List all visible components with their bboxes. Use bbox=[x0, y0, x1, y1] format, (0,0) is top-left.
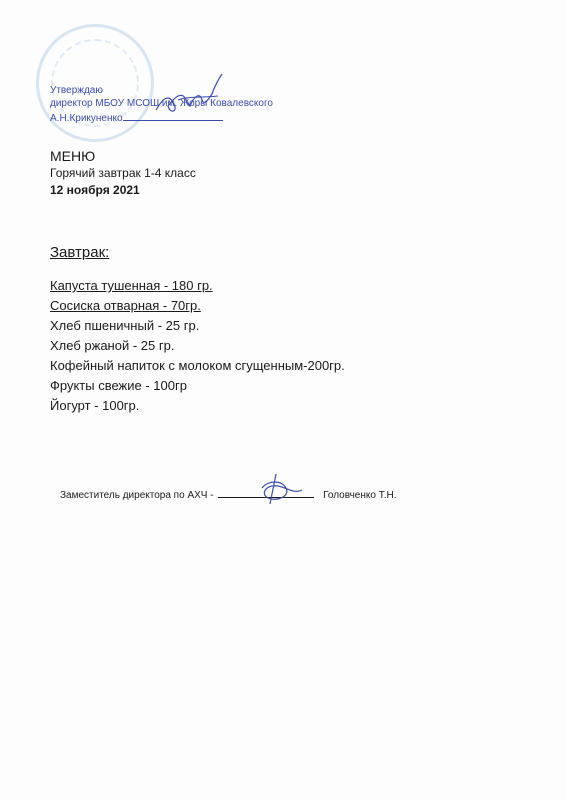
approval-director: директор МБОУ МСОШ им. Жоры Ковалевского bbox=[50, 98, 273, 109]
approval-signer-name: А.Н.Крикуненко bbox=[50, 113, 123, 124]
menu-item: Капуста тушенная - 180 гр. bbox=[50, 278, 213, 293]
menu-item: Йогурт - 100гр. bbox=[50, 398, 140, 413]
menu-item: Хлеб ржаной - 25 гр. bbox=[50, 338, 175, 353]
menu-item: Фрукты свежие - 100гр bbox=[50, 378, 187, 393]
menu-title: МЕНЮ bbox=[50, 148, 96, 164]
deputy-name: Головченко Т.Н. bbox=[323, 490, 397, 501]
menu-items-list bbox=[50, 276, 345, 416]
menu-date: 12 ноября 2021 bbox=[50, 183, 140, 197]
menu-subtitle: Горячий завтрак 1-4 класс bbox=[50, 166, 196, 180]
deputy-position: Заместитель директора по АХЧ - bbox=[60, 490, 214, 501]
footer-signoff bbox=[60, 488, 396, 501]
meal-label: Завтрак: bbox=[50, 244, 110, 261]
menu-item: Сосиска отварная - 70гр. bbox=[50, 298, 201, 313]
menu-item: Хлеб пшеничный - 25 гр. bbox=[50, 318, 200, 333]
menu-item: Кофейный напиток с молоком сгущенным-200гр. bbox=[50, 358, 345, 373]
director-signature bbox=[148, 70, 228, 120]
deputy-signature bbox=[248, 470, 308, 510]
menu-header bbox=[50, 148, 196, 199]
approval-heading: Утверждаю bbox=[50, 85, 103, 96]
